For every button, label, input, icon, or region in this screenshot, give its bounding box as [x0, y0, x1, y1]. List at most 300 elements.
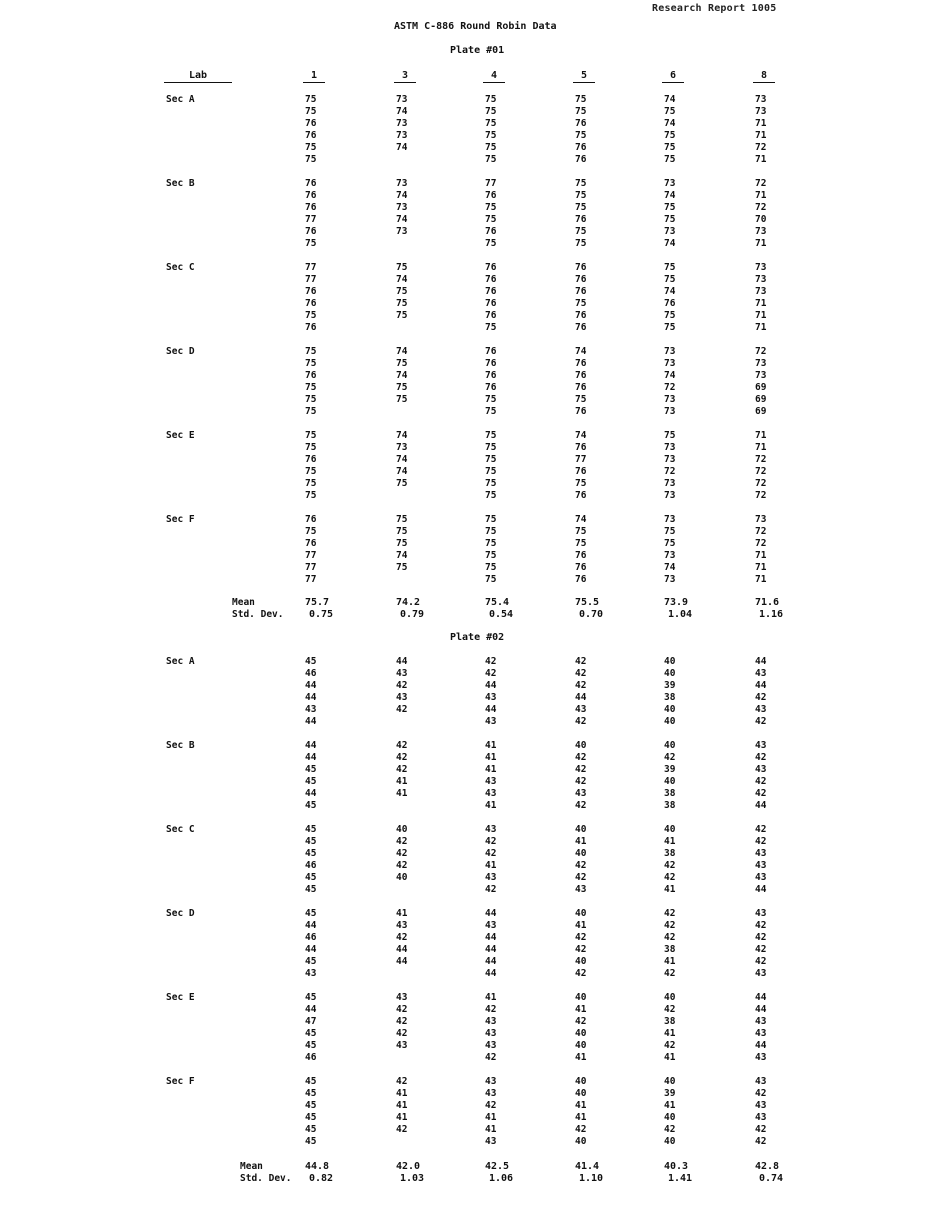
data-cell: 75: [485, 202, 497, 213]
data-cell: 40: [664, 992, 676, 1003]
data-cell: 42: [575, 764, 587, 775]
column-header-6: 6: [662, 70, 684, 83]
data-cell: 75: [485, 118, 497, 129]
data-cell: 42: [575, 932, 587, 943]
data-cell: 76: [575, 574, 587, 585]
data-cell: 75: [575, 298, 587, 309]
data-cell: 76: [575, 214, 587, 225]
data-cell: 76: [305, 178, 317, 189]
mean-value: 74.2: [396, 597, 421, 608]
data-cell: 44: [396, 656, 408, 667]
data-cell: 74: [664, 118, 676, 129]
data-cell: 69: [755, 406, 767, 417]
section-label: Sec A: [166, 656, 195, 667]
data-cell: 41: [396, 788, 408, 799]
data-cell: 40: [575, 956, 587, 967]
data-cell: 45: [305, 908, 317, 919]
data-cell: 42: [575, 800, 587, 811]
data-cell: 75: [396, 538, 408, 549]
data-cell: 75: [305, 406, 317, 417]
data-cell: 76: [485, 262, 497, 273]
data-cell: 42: [575, 872, 587, 883]
data-cell: 41: [396, 1088, 408, 1099]
data-cell: 42: [755, 944, 767, 955]
data-cell: 43: [485, 1016, 497, 1027]
data-cell: 75: [575, 538, 587, 549]
data-cell: 74: [396, 142, 408, 153]
data-cell: 75: [305, 466, 317, 477]
data-cell: 73: [396, 442, 408, 453]
data-cell: 42: [575, 944, 587, 955]
data-cell: 42: [755, 1088, 767, 1099]
mean-value: 42.5: [485, 1161, 510, 1172]
data-cell: 38: [664, 692, 676, 703]
data-cell: 44: [305, 716, 317, 727]
data-cell: 43: [755, 1016, 767, 1027]
mean-value: 73.9: [664, 597, 689, 608]
data-cell: 42: [575, 1124, 587, 1135]
data-cell: 45: [305, 836, 317, 847]
data-cell: 70: [755, 214, 767, 225]
data-cell: 74: [396, 550, 408, 561]
data-cell: 41: [396, 908, 408, 919]
section-label: Sec B: [166, 178, 195, 189]
data-cell: 43: [755, 1028, 767, 1039]
data-cell: 71: [755, 298, 767, 309]
data-cell: 72: [755, 142, 767, 153]
data-cell: 75: [396, 298, 408, 309]
mean-value: 71.6: [755, 597, 780, 608]
data-cell: 76: [305, 118, 317, 129]
data-cell: 76: [575, 142, 587, 153]
mean-value: 44.8: [305, 1161, 330, 1172]
data-cell: 42: [755, 932, 767, 943]
data-cell: 77: [305, 574, 317, 585]
data-cell: 44: [485, 932, 497, 943]
data-cell: 75: [485, 394, 497, 405]
data-cell: 75: [485, 106, 497, 117]
data-cell: 42: [575, 776, 587, 787]
data-cell: 40: [664, 1136, 676, 1147]
data-cell: 41: [485, 764, 497, 775]
data-cell: 42: [575, 752, 587, 763]
data-cell: 76: [485, 298, 497, 309]
data-cell: 76: [485, 370, 497, 381]
data-cell: 42: [664, 932, 676, 943]
data-cell: 76: [305, 454, 317, 465]
data-cell: 76: [305, 538, 317, 549]
data-cell: 42: [396, 704, 408, 715]
std-dev-value: 1.06: [489, 1173, 514, 1184]
data-cell: 75: [664, 322, 676, 333]
data-cell: 41: [485, 800, 497, 811]
data-cell: 75: [396, 262, 408, 273]
data-cell: 73: [755, 286, 767, 297]
section-label: Sec C: [166, 262, 195, 273]
data-cell: 73: [755, 226, 767, 237]
data-cell: 45: [305, 1088, 317, 1099]
mean-value: 42.0: [396, 1161, 421, 1172]
data-cell: 42: [485, 668, 497, 679]
data-cell: 43: [575, 704, 587, 715]
data-cell: 75: [396, 286, 408, 297]
data-cell: 71: [755, 310, 767, 321]
data-cell: 76: [485, 286, 497, 297]
data-cell: 75: [396, 562, 408, 573]
data-cell: 75: [575, 394, 587, 405]
data-cell: 72: [755, 490, 767, 501]
data-cell: 73: [755, 358, 767, 369]
data-cell: 40: [664, 1076, 676, 1087]
data-cell: 75: [664, 430, 676, 441]
data-cell: 43: [485, 692, 497, 703]
data-cell: 40: [664, 668, 676, 679]
data-cell: 43: [755, 908, 767, 919]
data-cell: 42: [664, 908, 676, 919]
data-cell: 43: [305, 704, 317, 715]
data-cell: 42: [755, 752, 767, 763]
data-cell: 75: [305, 94, 317, 105]
data-cell: 40: [664, 704, 676, 715]
data-cell: 71: [755, 130, 767, 141]
data-cell: 74: [664, 238, 676, 249]
data-cell: 42: [575, 1016, 587, 1027]
data-cell: 46: [305, 668, 317, 679]
data-cell: 74: [664, 562, 676, 573]
data-cell: 42: [575, 860, 587, 871]
data-cell: 45: [305, 1124, 317, 1135]
data-cell: 44: [485, 680, 497, 691]
data-cell: 75: [485, 238, 497, 249]
data-cell: 39: [664, 1088, 676, 1099]
data-cell: 76: [664, 298, 676, 309]
data-cell: 73: [755, 262, 767, 273]
data-cell: 42: [396, 848, 408, 859]
data-cell: 39: [664, 680, 676, 691]
data-cell: 71: [755, 442, 767, 453]
data-cell: 45: [305, 872, 317, 883]
data-cell: 75: [664, 142, 676, 153]
data-cell: 73: [664, 394, 676, 405]
data-cell: 42: [485, 884, 497, 895]
data-cell: 76: [575, 490, 587, 501]
data-cell: 75: [485, 454, 497, 465]
data-cell: 74: [396, 190, 408, 201]
data-cell: 45: [305, 656, 317, 667]
data-cell: 72: [755, 526, 767, 537]
data-cell: 42: [755, 1136, 767, 1147]
data-cell: 43: [755, 1112, 767, 1123]
data-cell: 74: [664, 370, 676, 381]
data-cell: 42: [755, 956, 767, 967]
mean-label: Mean: [240, 1161, 263, 1172]
data-cell: 74: [575, 514, 587, 525]
data-cell: 75: [575, 238, 587, 249]
data-cell: 75: [305, 394, 317, 405]
data-cell: 43: [485, 776, 497, 787]
data-cell: 42: [664, 860, 676, 871]
data-cell: 41: [396, 1112, 408, 1123]
data-cell: 42: [396, 1016, 408, 1027]
data-cell: 40: [575, 1076, 587, 1087]
data-cell: 75: [575, 478, 587, 489]
data-cell: 73: [396, 94, 408, 105]
data-cell: 41: [664, 884, 676, 895]
data-cell: 45: [305, 992, 317, 1003]
data-cell: 42: [664, 968, 676, 979]
data-cell: 75: [485, 574, 497, 585]
data-cell: 71: [755, 550, 767, 561]
column-header-5: 5: [573, 70, 595, 83]
data-cell: 75: [485, 526, 497, 537]
data-cell: 38: [664, 788, 676, 799]
section-label: Sec C: [166, 824, 195, 835]
data-cell: 76: [485, 226, 497, 237]
data-cell: 40: [664, 824, 676, 835]
data-cell: 71: [755, 562, 767, 573]
data-cell: 45: [305, 764, 317, 775]
data-cell: 75: [485, 466, 497, 477]
data-cell: 74: [396, 274, 408, 285]
data-cell: 75: [575, 130, 587, 141]
data-cell: 73: [755, 514, 767, 525]
data-cell: 74: [396, 466, 408, 477]
data-cell: 38: [664, 1016, 676, 1027]
data-cell: 73: [664, 514, 676, 525]
data-cell: 41: [575, 920, 587, 931]
data-cell: 40: [664, 740, 676, 751]
data-cell: 44: [485, 944, 497, 955]
data-cell: 38: [664, 944, 676, 955]
data-cell: 75: [575, 94, 587, 105]
std-dev-value: 0.74: [759, 1173, 784, 1184]
data-cell: 45: [305, 1076, 317, 1087]
data-cell: 40: [575, 1040, 587, 1051]
data-cell: 44: [485, 908, 497, 919]
data-cell: 75: [664, 202, 676, 213]
data-cell: 43: [485, 824, 497, 835]
data-cell: 75: [575, 178, 587, 189]
section-label: Sec D: [166, 908, 195, 919]
data-cell: 73: [664, 358, 676, 369]
data-cell: 43: [305, 968, 317, 979]
plate-title: Plate #01: [450, 45, 505, 56]
data-cell: 75: [305, 478, 317, 489]
data-cell: 43: [485, 920, 497, 931]
data-cell: 72: [755, 346, 767, 357]
data-cell: 73: [664, 478, 676, 489]
data-cell: 40: [575, 908, 587, 919]
data-cell: 42: [575, 968, 587, 979]
data-cell: 75: [485, 442, 497, 453]
data-cell: 41: [396, 1100, 408, 1111]
data-cell: 71: [755, 154, 767, 165]
data-cell: 41: [575, 1112, 587, 1123]
data-cell: 75: [305, 490, 317, 501]
column-header-1: 1: [303, 70, 325, 83]
data-cell: 44: [305, 740, 317, 751]
data-cell: 42: [396, 1004, 408, 1015]
data-cell: 77: [305, 274, 317, 285]
data-cell: 42: [755, 1124, 767, 1135]
data-cell: 45: [305, 800, 317, 811]
section-label: Sec B: [166, 740, 195, 751]
data-cell: 39: [664, 764, 676, 775]
data-cell: 75: [664, 262, 676, 273]
data-cell: 41: [485, 752, 497, 763]
data-cell: 42: [485, 848, 497, 859]
data-cell: 71: [755, 190, 767, 201]
data-cell: 41: [485, 860, 497, 871]
data-cell: 76: [305, 370, 317, 381]
data-cell: 40: [664, 776, 676, 787]
data-cell: 42: [575, 656, 587, 667]
data-cell: 76: [485, 358, 497, 369]
data-cell: 75: [485, 154, 497, 165]
mean-value: 75.4: [485, 597, 510, 608]
data-cell: 74: [396, 454, 408, 465]
data-cell: 42: [664, 1124, 676, 1135]
data-cell: 44: [485, 968, 497, 979]
data-cell: 42: [755, 920, 767, 931]
data-cell: 75: [485, 94, 497, 105]
data-cell: 38: [664, 800, 676, 811]
data-cell: 76: [485, 346, 497, 357]
data-cell: 75: [305, 310, 317, 321]
data-cell: 75: [305, 238, 317, 249]
data-cell: 75: [396, 382, 408, 393]
data-cell: 73: [664, 178, 676, 189]
data-cell: 41: [664, 1028, 676, 1039]
data-cell: 75: [485, 550, 497, 561]
data-cell: 42: [664, 872, 676, 883]
data-cell: 44: [485, 956, 497, 967]
std-dev-value: 1.03: [400, 1173, 425, 1184]
data-cell: 76: [575, 358, 587, 369]
data-cell: 43: [485, 1076, 497, 1087]
data-cell: 40: [575, 740, 587, 751]
data-cell: 42: [664, 920, 676, 931]
data-cell: 73: [396, 130, 408, 141]
data-cell: 42: [485, 1052, 497, 1063]
data-cell: 45: [305, 1040, 317, 1051]
data-cell: 44: [305, 680, 317, 691]
data-cell: 76: [305, 286, 317, 297]
data-cell: 71: [755, 430, 767, 441]
data-cell: 75: [305, 382, 317, 393]
data-cell: 75: [396, 478, 408, 489]
data-cell: 42: [396, 860, 408, 871]
data-cell: 42: [485, 656, 497, 667]
data-cell: 72: [755, 178, 767, 189]
data-cell: 44: [396, 956, 408, 967]
data-cell: 75: [485, 406, 497, 417]
data-cell: 73: [396, 202, 408, 213]
data-cell: 44: [305, 752, 317, 763]
data-cell: 43: [755, 872, 767, 883]
data-cell: 43: [755, 968, 767, 979]
data-cell: 75: [396, 310, 408, 321]
data-cell: 75: [485, 430, 497, 441]
data-cell: 76: [305, 322, 317, 333]
data-cell: 76: [305, 298, 317, 309]
data-cell: 38: [664, 848, 676, 859]
data-cell: 46: [305, 932, 317, 943]
data-cell: 43: [396, 668, 408, 679]
data-cell: 42: [396, 752, 408, 763]
data-cell: 42: [396, 1076, 408, 1087]
data-cell: 43: [485, 1040, 497, 1051]
column-header-4: 4: [483, 70, 505, 83]
column-header-8: 8: [753, 70, 775, 83]
data-cell: 43: [396, 692, 408, 703]
data-cell: 44: [305, 1004, 317, 1015]
data-cell: 73: [396, 118, 408, 129]
data-cell: 42: [664, 1004, 676, 1015]
data-cell: 71: [755, 118, 767, 129]
data-cell: 42: [755, 692, 767, 703]
section-label: Sec F: [166, 514, 195, 525]
data-cell: 77: [575, 454, 587, 465]
data-cell: 75: [575, 226, 587, 237]
data-cell: 45: [305, 1028, 317, 1039]
data-cell: 76: [575, 262, 587, 273]
data-cell: 71: [755, 322, 767, 333]
data-cell: 43: [485, 716, 497, 727]
data-cell: 45: [305, 1100, 317, 1111]
data-cell: 41: [485, 740, 497, 751]
data-cell: 72: [755, 478, 767, 489]
data-cell: 76: [575, 442, 587, 453]
data-cell: 73: [664, 442, 676, 453]
data-cell: 72: [755, 454, 767, 465]
column-header-3: 3: [394, 70, 416, 83]
data-cell: 42: [485, 1004, 497, 1015]
report-header-text: Research Report 1005: [652, 3, 777, 14]
data-cell: 75: [305, 526, 317, 537]
data-cell: 75: [575, 202, 587, 213]
data-cell: 43: [575, 884, 587, 895]
data-cell: 75: [485, 514, 497, 525]
data-cell: 76: [305, 202, 317, 213]
data-cell: 75: [664, 526, 676, 537]
data-cell: 73: [396, 178, 408, 189]
data-cell: 75: [305, 442, 317, 453]
data-cell: 77: [305, 550, 317, 561]
data-cell: 76: [485, 310, 497, 321]
data-cell: 76: [575, 310, 587, 321]
data-cell: 43: [755, 668, 767, 679]
data-cell: 41: [575, 1100, 587, 1111]
data-cell: 41: [575, 1004, 587, 1015]
data-cell: 74: [664, 94, 676, 105]
data-cell: 40: [396, 872, 408, 883]
data-cell: 74: [396, 214, 408, 225]
data-cell: 40: [664, 656, 676, 667]
data-cell: 43: [575, 788, 587, 799]
data-cell: 76: [485, 274, 497, 285]
data-cell: 47: [305, 1016, 317, 1027]
data-cell: 45: [305, 1136, 317, 1147]
data-cell: 40: [575, 848, 587, 859]
data-cell: 44: [755, 884, 767, 895]
data-cell: 43: [396, 992, 408, 1003]
data-cell: 40: [575, 992, 587, 1003]
section-label: Sec E: [166, 992, 195, 1003]
data-cell: 42: [755, 836, 767, 847]
data-cell: 42: [755, 788, 767, 799]
data-cell: 75: [664, 106, 676, 117]
